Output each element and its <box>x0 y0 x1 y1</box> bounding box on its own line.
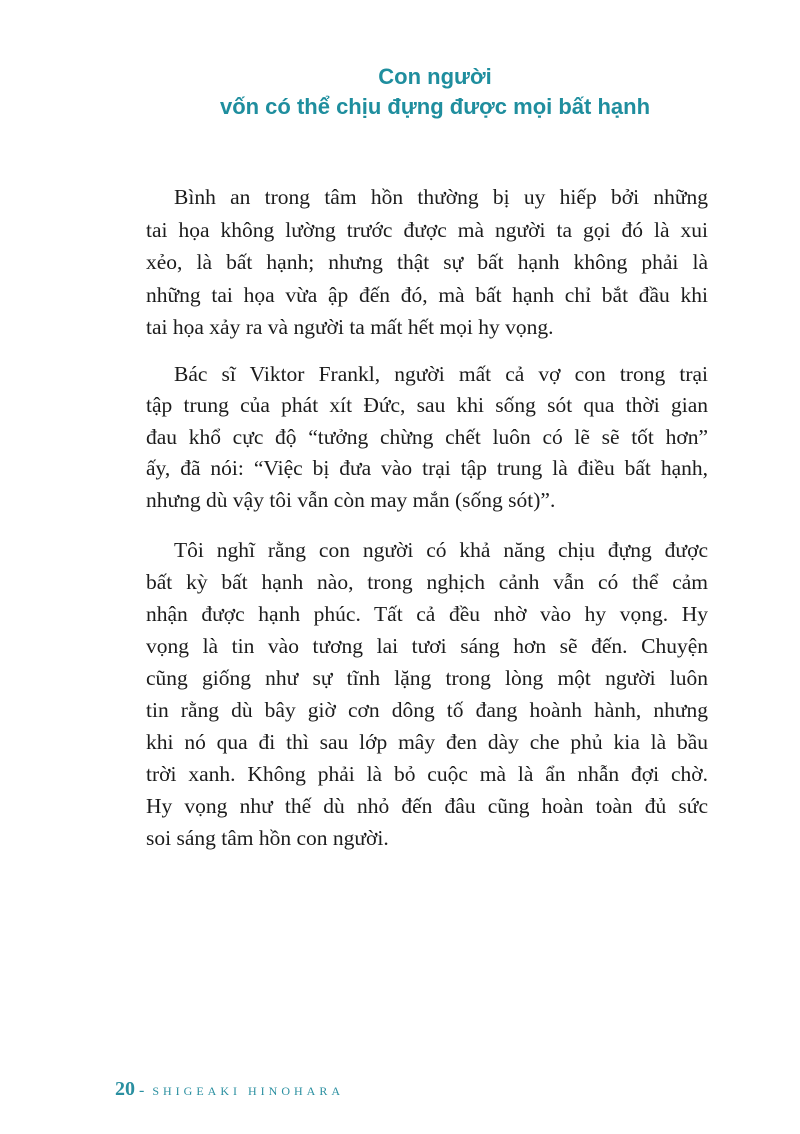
paragraph-1-line: tai họa xảy ra và người ta mất hết mọi hy vọng. <box>146 315 554 340</box>
paragraph-1-line: Bình an trong tâm hồn thường bị uy hiếp bởi những <box>174 185 708 209</box>
footer-separator: - <box>139 1082 145 1099</box>
paragraph-1-line: tai họa không lường trước được mà người ta gọi đó là xui <box>146 217 708 242</box>
paragraph-3-line: vọng là tin vào tương lai tươi sáng hơn sẽ đến. Chuyện <box>146 634 708 658</box>
page-footer <box>115 1078 344 1101</box>
paragraph-1-line: những tai họa vừa ập đến đó, mà bất hạnh chỉ bắt đầu khi <box>146 282 708 307</box>
paragraph-3-line: soi sáng tâm hồn con người. <box>146 826 389 850</box>
paragraph-2-line: đau khổ cực độ “tưởng chừng chết luôn có lẽ sẽ tốt hơn” <box>146 424 708 449</box>
paragraph-3-line: khi nó qua đi thì sau lớp mây đen dày che phủ kia là bầu <box>146 730 708 754</box>
page-number: 20 <box>115 1078 135 1100</box>
paragraph-1-line: xẻo, là bất hạnh; nhưng thật sự bất hạnh không phải là <box>146 250 708 275</box>
paragraph-2-line: ấy, đã nói: “Việc bị đưa vào trại tập trung là điều bất hạnh, <box>146 456 708 481</box>
paragraph-3-line: nhận được hạnh phúc. Tất cả đều nhờ vào hy vọng. Hy <box>146 602 708 626</box>
paragraph-3-line: tin rằng dù bây giờ cơn dông tố đang hoành hành, nhưng <box>146 698 708 722</box>
paragraph-3-line: cũng giống như sự tĩnh lặng trong lòng một người luôn <box>146 666 708 690</box>
author-name: SHIGEAKI HINOHARA <box>152 1084 344 1098</box>
paragraph-2-line: Bác sĩ Viktor Frankl, người mất cả vợ con trong trại <box>174 362 708 386</box>
paragraph-2-line: nhưng dù vậy tôi vẫn còn may mắn (sống sót)”. <box>146 487 556 512</box>
chapter-title-line-2: vốn có thể chịu đựng được mọi bất hạnh <box>219 94 651 119</box>
paragraph-2-line: tập trung của phát xít Đức, sau khi sống sót qua thời gian <box>146 393 708 418</box>
paragraph-3-line: bất kỳ bất hạnh nào, trong nghịch cảnh vẫn có thể cảm <box>146 570 708 594</box>
chapter-title-line-1: Con người <box>378 64 492 89</box>
paragraph-3-line: trời xanh. Không phải là bỏ cuộc mà là ẩn nhẫn đợi chờ. <box>146 762 708 786</box>
paragraph-3-line: Tôi nghĩ rằng con người có khả năng chịu đựng được <box>174 538 708 562</box>
paragraph-3-line: Hy vọng như thế dù nhỏ đến đâu cũng hoàn toàn đủ sức <box>146 794 708 818</box>
